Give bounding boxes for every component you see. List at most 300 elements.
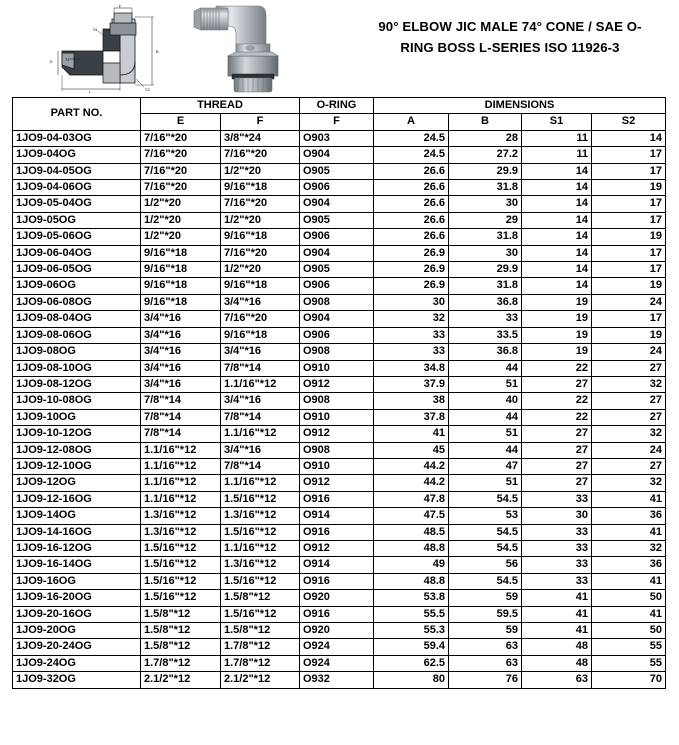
cell-o-ring: O908	[300, 344, 374, 360]
cell-dim-s2: 41	[592, 606, 666, 622]
cell-o-ring: O914	[300, 557, 374, 573]
table-row	[13, 262, 666, 278]
cell-dim-s2: 17	[592, 311, 666, 327]
cell-dim-s1: 27	[522, 475, 592, 491]
cell-thread-f: 7/16"*20	[221, 311, 300, 327]
cell-thread-f: 7/16"*20	[221, 196, 300, 212]
cell-o-ring: O916	[300, 573, 374, 589]
cell-dim-b: 33	[449, 311, 522, 327]
cell-o-ring: O916	[300, 491, 374, 507]
table-row	[13, 426, 666, 442]
cell-part-no: 1JO9-10OG	[13, 409, 141, 425]
cell-thread-e: 3/4"*16	[141, 327, 221, 343]
table-row	[13, 327, 666, 343]
cell-o-ring: O910	[300, 458, 374, 474]
cell-dim-b: 44	[449, 442, 522, 458]
cell-dim-b: 54.5	[449, 540, 522, 556]
cell-dim-s1: 33	[522, 557, 592, 573]
cell-part-no: 1JO9-08-10OG	[13, 360, 141, 376]
cell-dim-b: 47	[449, 458, 522, 474]
specification-table-container	[12, 97, 665, 689]
cell-part-no: 1JO9-24OG	[13, 655, 141, 671]
cell-dim-b: 54.5	[449, 573, 522, 589]
cell-dim-a: 26.9	[374, 262, 449, 278]
cell-dim-b: 27.2	[449, 147, 522, 163]
cell-dim-b: 51	[449, 426, 522, 442]
cell-dim-b: 63	[449, 655, 522, 671]
cell-dim-a: 26.6	[374, 196, 449, 212]
cell-dim-s2: 24	[592, 294, 666, 310]
cell-dim-a: 48.5	[374, 524, 449, 540]
cell-o-ring: O904	[300, 196, 374, 212]
page-title	[355, 16, 665, 58]
table-row	[13, 606, 666, 622]
cell-dim-s2: 55	[592, 639, 666, 655]
cell-thread-f: 7/16"*20	[221, 147, 300, 163]
cell-dim-s2: 17	[592, 163, 666, 179]
cell-o-ring: O905	[300, 212, 374, 228]
cell-dim-b: 76	[449, 672, 522, 688]
cell-part-no: 1JO9-05-04OG	[13, 196, 141, 212]
cell-dim-a: 62.5	[374, 655, 449, 671]
cell-part-no: 1JO9-05-06OG	[13, 229, 141, 245]
cell-dim-s2: 27	[592, 409, 666, 425]
cell-dim-s1: 22	[522, 393, 592, 409]
cell-dim-s1: 14	[522, 212, 592, 228]
header-o-ring-group: O-RING	[300, 98, 374, 114]
cell-part-no: 1JO9-04OG	[13, 147, 141, 163]
cell-part-no: 1JO9-12-16OG	[13, 491, 141, 507]
cell-o-ring: O916	[300, 524, 374, 540]
cell-o-ring: O912	[300, 376, 374, 392]
elbow-dimension-drawing	[40, 5, 172, 93]
table-row	[13, 590, 666, 606]
cell-dim-a: 47.8	[374, 491, 449, 507]
cell-dim-s1: 41	[522, 623, 592, 639]
cell-thread-f: 1.5/16"*12	[221, 491, 300, 507]
cell-thread-e: 1.1/16"*12	[141, 475, 221, 491]
cell-part-no: 1JO9-04-05OG	[13, 163, 141, 179]
drawing-label-b: B	[156, 49, 159, 54]
cell-dim-s1: 22	[522, 409, 592, 425]
cell-dim-a: 45	[374, 442, 449, 458]
cell-o-ring: O905	[300, 262, 374, 278]
cell-thread-e: 1.1/16"*12	[141, 491, 221, 507]
cell-dim-b: 30	[449, 196, 522, 212]
cell-thread-e: 3/4"*16	[141, 311, 221, 327]
cell-part-no: 1JO9-12-08OG	[13, 442, 141, 458]
cell-dim-s1: 19	[522, 327, 592, 343]
cell-dim-s2: 14	[592, 130, 666, 146]
cell-o-ring: O910	[300, 409, 374, 425]
table-row	[13, 475, 666, 491]
cell-dim-a: 26.6	[374, 180, 449, 196]
cell-dim-s1: 19	[522, 311, 592, 327]
cell-dim-s1: 41	[522, 606, 592, 622]
cell-part-no: 1JO9-06-05OG	[13, 262, 141, 278]
cell-dim-s1: 11	[522, 147, 592, 163]
cell-dim-s2: 27	[592, 360, 666, 376]
cell-thread-e: 1.5/16"*12	[141, 557, 221, 573]
cell-part-no: 1JO9-04-03OG	[13, 130, 141, 146]
cell-thread-f: 3/4"*16	[221, 294, 300, 310]
cell-thread-e: 3/4"*16	[141, 360, 221, 376]
header-dim-s2: S2	[592, 114, 666, 130]
cell-dim-s1: 48	[522, 639, 592, 655]
cell-dim-b: 28	[449, 130, 522, 146]
cell-dim-a: 47.5	[374, 508, 449, 524]
cell-dim-a: 59.4	[374, 639, 449, 655]
table-row	[13, 508, 666, 524]
cell-thread-e: 1/2"*20	[141, 196, 221, 212]
cell-dim-s2: 24	[592, 344, 666, 360]
table-row	[13, 639, 666, 655]
cell-thread-f: 1.1/16"*12	[221, 376, 300, 392]
cell-dim-b: 29.9	[449, 262, 522, 278]
table-row	[13, 180, 666, 196]
cell-thread-e: 1/2"*20	[141, 229, 221, 245]
header-thread-group: THREAD	[141, 98, 300, 114]
cell-o-ring: O908	[300, 442, 374, 458]
cell-o-ring: O906	[300, 278, 374, 294]
cell-dim-a: 30	[374, 294, 449, 310]
cell-dim-s1: 14	[522, 180, 592, 196]
cell-dim-b: 59	[449, 623, 522, 639]
cell-dim-s1: 27	[522, 426, 592, 442]
cell-dim-s1: 19	[522, 344, 592, 360]
drawing-label-s1: S1	[93, 27, 98, 32]
table-row	[13, 540, 666, 556]
cell-dim-a: 55.3	[374, 623, 449, 639]
table-row	[13, 360, 666, 376]
table-row	[13, 130, 666, 146]
cell-dim-a: 26.9	[374, 245, 449, 261]
cell-part-no: 1JO9-20-16OG	[13, 606, 141, 622]
cell-part-no: 1JO9-16-14OG	[13, 557, 141, 573]
cell-o-ring: O920	[300, 590, 374, 606]
cell-dim-s2: 19	[592, 278, 666, 294]
drawing-label-f: F	[118, 5, 122, 9]
cell-dim-a: 44.2	[374, 475, 449, 491]
cell-thread-e: 9/16"*18	[141, 245, 221, 261]
cell-dim-a: 26.9	[374, 278, 449, 294]
cell-dim-b: 51	[449, 475, 522, 491]
cell-thread-f: 1.3/16"*12	[221, 508, 300, 524]
cell-dim-s1: 11	[522, 130, 592, 146]
cell-part-no: 1JO9-14-16OG	[13, 524, 141, 540]
cell-o-ring: O904	[300, 245, 374, 261]
cell-dim-s2: 32	[592, 475, 666, 491]
drawing-label-angle: 74°	[65, 57, 72, 62]
cell-part-no: 1JO9-08-12OG	[13, 376, 141, 392]
cell-part-no: 1JO9-08-06OG	[13, 327, 141, 343]
cell-dim-s1: 63	[522, 672, 592, 688]
header-thread-f: F	[221, 114, 300, 130]
header-o-ring-f: F	[300, 114, 374, 130]
table-row	[13, 491, 666, 507]
cell-thread-e: 3/4"*16	[141, 344, 221, 360]
cell-dim-s1: 19	[522, 294, 592, 310]
cell-thread-e: 1.7/8"*12	[141, 655, 221, 671]
cell-o-ring: O912	[300, 475, 374, 491]
cell-dim-b: 31.8	[449, 278, 522, 294]
cell-dim-s1: 33	[522, 491, 592, 507]
cell-dim-a: 37.9	[374, 376, 449, 392]
cell-thread-e: 9/16"*18	[141, 278, 221, 294]
cell-thread-e: 7/8"*14	[141, 409, 221, 425]
cell-thread-f: 1/2"*20	[221, 262, 300, 278]
cell-dim-b: 31.8	[449, 229, 522, 245]
cell-o-ring: O914	[300, 508, 374, 524]
cell-thread-f: 3/4"*16	[221, 442, 300, 458]
cell-part-no: 1JO9-20OG	[13, 623, 141, 639]
table-row	[13, 196, 666, 212]
cell-part-no: 1JO9-05OG	[13, 212, 141, 228]
header-dim-b: B	[449, 114, 522, 130]
cell-thread-e: 1.5/8"*12	[141, 623, 221, 639]
cell-part-no: 1JO9-08-04OG	[13, 311, 141, 327]
cell-o-ring: O908	[300, 294, 374, 310]
cell-o-ring: O906	[300, 180, 374, 196]
cell-dim-s2: 41	[592, 524, 666, 540]
cell-thread-f: 1.1/16"*12	[221, 540, 300, 556]
header-dim-a: A	[374, 114, 449, 130]
cell-o-ring: O904	[300, 311, 374, 327]
cell-dim-s2: 32	[592, 426, 666, 442]
cell-part-no: 1JO9-12OG	[13, 475, 141, 491]
specification-table	[12, 97, 666, 689]
cell-dim-s2: 19	[592, 229, 666, 245]
cell-thread-e: 7/8"*14	[141, 393, 221, 409]
cell-dim-s2: 50	[592, 590, 666, 606]
cell-part-no: 1JO9-10-12OG	[13, 426, 141, 442]
cell-thread-e: 7/16"*20	[141, 147, 221, 163]
cell-dim-s2: 36	[592, 557, 666, 573]
cell-dim-a: 53.8	[374, 590, 449, 606]
cell-dim-a: 80	[374, 672, 449, 688]
drawing-label-e: E	[50, 59, 53, 64]
cell-part-no: 1JO9-06OG	[13, 278, 141, 294]
cell-thread-f: 7/16"*20	[221, 245, 300, 261]
table-row	[13, 557, 666, 573]
cell-dim-b: 59.5	[449, 606, 522, 622]
cell-dim-s1: 33	[522, 540, 592, 556]
cell-dim-a: 34.8	[374, 360, 449, 376]
cell-part-no: 1JO9-16-20OG	[13, 590, 141, 606]
cell-dim-s2: 24	[592, 442, 666, 458]
cell-o-ring: O924	[300, 655, 374, 671]
cell-o-ring: O912	[300, 540, 374, 556]
cell-dim-b: 54.5	[449, 524, 522, 540]
page-title-line-1: 90° ELBOW JIC MALE 74° CONE / SAE O-	[378, 19, 642, 34]
table-row	[13, 524, 666, 540]
cell-dim-s2: 41	[592, 491, 666, 507]
cell-dim-s1: 41	[522, 590, 592, 606]
cell-dim-s1: 27	[522, 376, 592, 392]
cell-o-ring: O932	[300, 672, 374, 688]
cell-thread-f: 3/8"*24	[221, 130, 300, 146]
cell-thread-f: 1.5/8"*12	[221, 590, 300, 606]
cell-o-ring: O920	[300, 623, 374, 639]
cell-thread-e: 1.5/8"*12	[141, 639, 221, 655]
cell-thread-f: 2.1/2"*12	[221, 672, 300, 688]
cell-o-ring: O910	[300, 360, 374, 376]
cell-part-no: 1JO9-32OG	[13, 672, 141, 688]
cell-o-ring: O905	[300, 163, 374, 179]
cell-thread-e: 9/16"*18	[141, 294, 221, 310]
cell-dim-a: 33	[374, 344, 449, 360]
table-row	[13, 278, 666, 294]
cell-dim-s2: 17	[592, 147, 666, 163]
page-title-line-2: RING BOSS L-SERIES ISO 11926-3	[400, 40, 620, 55]
table-row	[13, 163, 666, 179]
cell-dim-b: 36.8	[449, 294, 522, 310]
cell-thread-f: 1.1/16"*12	[221, 475, 300, 491]
cell-dim-a: 33	[374, 327, 449, 343]
cell-dim-s1: 14	[522, 196, 592, 212]
table-row	[13, 655, 666, 671]
cell-part-no: 1JO9-16OG	[13, 573, 141, 589]
cell-thread-e: 1.5/8"*12	[141, 606, 221, 622]
cell-thread-f: 9/16"*18	[221, 229, 300, 245]
cell-dim-a: 24.5	[374, 147, 449, 163]
cell-dim-a: 41	[374, 426, 449, 442]
cell-dim-a: 49	[374, 557, 449, 573]
cell-o-ring: O903	[300, 130, 374, 146]
table-row	[13, 212, 666, 228]
cell-part-no: 1JO9-06-08OG	[13, 294, 141, 310]
table-header-group-row	[13, 98, 666, 114]
cell-o-ring: O904	[300, 147, 374, 163]
table-row	[13, 245, 666, 261]
technical-drawing-figure	[40, 5, 172, 93]
cell-dim-b: 54.5	[449, 491, 522, 507]
cell-dim-b: 53	[449, 508, 522, 524]
cell-thread-f: 1.5/16"*12	[221, 524, 300, 540]
cell-dim-a: 26.6	[374, 229, 449, 245]
cell-o-ring: O906	[300, 229, 374, 245]
cell-dim-s1: 33	[522, 524, 592, 540]
cell-dim-b: 44	[449, 360, 522, 376]
cell-dim-b: 36.8	[449, 344, 522, 360]
cell-dim-b: 30	[449, 245, 522, 261]
cell-thread-f: 1/2"*20	[221, 163, 300, 179]
cell-dim-s2: 17	[592, 196, 666, 212]
cell-dim-a: 24.5	[374, 130, 449, 146]
drawing-label-l: L	[88, 89, 92, 93]
table-row	[13, 623, 666, 639]
cell-dim-s1: 27	[522, 442, 592, 458]
cell-thread-e: 2.1/2"*12	[141, 672, 221, 688]
cell-dim-s2: 17	[592, 262, 666, 278]
table-row	[13, 573, 666, 589]
cell-dim-s2: 36	[592, 508, 666, 524]
cell-dim-a: 32	[374, 311, 449, 327]
table-row	[13, 442, 666, 458]
cell-thread-e: 1.3/16"*12	[141, 524, 221, 540]
cell-dim-s2: 32	[592, 376, 666, 392]
cell-part-no: 1JO9-10-08OG	[13, 393, 141, 409]
cell-o-ring: O912	[300, 426, 374, 442]
cell-part-no: 1JO9-16-12OG	[13, 540, 141, 556]
table-row	[13, 672, 666, 688]
cell-thread-e: 1.1/16"*12	[141, 458, 221, 474]
cell-thread-e: 1.5/16"*12	[141, 590, 221, 606]
cell-dim-b: 59	[449, 590, 522, 606]
cell-thread-f: 9/16"*18	[221, 180, 300, 196]
cell-dim-s2: 17	[592, 245, 666, 261]
cell-part-no: 1JO9-20-24OG	[13, 639, 141, 655]
table-row	[13, 376, 666, 392]
cell-thread-f: 9/16"*18	[221, 327, 300, 343]
cell-o-ring: O908	[300, 393, 374, 409]
cell-dim-s1: 27	[522, 458, 592, 474]
cell-dim-s1: 14	[522, 163, 592, 179]
cell-dim-s1: 33	[522, 573, 592, 589]
cell-thread-e: 3/4"*16	[141, 376, 221, 392]
page-header	[0, 0, 679, 95]
cell-thread-e: 1/2"*20	[141, 212, 221, 228]
cell-thread-e: 9/16"*18	[141, 262, 221, 278]
table-row	[13, 294, 666, 310]
cell-thread-e: 1.1/16"*12	[141, 442, 221, 458]
cell-dim-a: 44.2	[374, 458, 449, 474]
cell-dim-b: 31.8	[449, 180, 522, 196]
cell-dim-b: 44	[449, 409, 522, 425]
cell-thread-f: 1.5/16"*12	[221, 573, 300, 589]
cell-thread-f: 9/16"*18	[221, 278, 300, 294]
cell-dim-a: 26.6	[374, 163, 449, 179]
cell-thread-e: 7/16"*20	[141, 130, 221, 146]
cell-dim-s2: 70	[592, 672, 666, 688]
table-row	[13, 311, 666, 327]
cell-thread-e: 1.5/16"*12	[141, 573, 221, 589]
cell-dim-b: 56	[449, 557, 522, 573]
cell-dim-s2: 50	[592, 623, 666, 639]
cell-dim-a: 37.8	[374, 409, 449, 425]
cell-dim-a: 48.8	[374, 540, 449, 556]
cell-dim-s1: 30	[522, 508, 592, 524]
header-dimensions-group: DIMENSIONS	[374, 98, 666, 114]
cell-dim-s1: 48	[522, 655, 592, 671]
cell-o-ring: O906	[300, 327, 374, 343]
cell-dim-s2: 19	[592, 180, 666, 196]
elbow-fitting-photo	[186, 0, 294, 95]
cell-dim-b: 29	[449, 212, 522, 228]
cell-dim-s1: 14	[522, 229, 592, 245]
cell-dim-s2: 41	[592, 573, 666, 589]
cell-thread-f: 7/8"*14	[221, 458, 300, 474]
cell-thread-f: 3/4"*16	[221, 393, 300, 409]
cell-dim-a: 55.5	[374, 606, 449, 622]
cell-dim-s1: 14	[522, 245, 592, 261]
cell-thread-f: 1.3/16"*12	[221, 557, 300, 573]
table-row	[13, 229, 666, 245]
cell-dim-s2: 17	[592, 212, 666, 228]
cell-thread-f: 1.7/8"*12	[221, 639, 300, 655]
cell-thread-e: 7/8"*14	[141, 426, 221, 442]
cell-dim-s1: 22	[522, 360, 592, 376]
cell-part-no: 1JO9-14OG	[13, 508, 141, 524]
cell-thread-f: 1/2"*20	[221, 212, 300, 228]
cell-dim-b: 40	[449, 393, 522, 409]
cell-dim-s1: 14	[522, 262, 592, 278]
table-row	[13, 458, 666, 474]
cell-o-ring: O916	[300, 606, 374, 622]
drawing-label-s2: S2	[145, 87, 150, 92]
cell-dim-s2: 27	[592, 393, 666, 409]
cell-dim-b: 63	[449, 639, 522, 655]
